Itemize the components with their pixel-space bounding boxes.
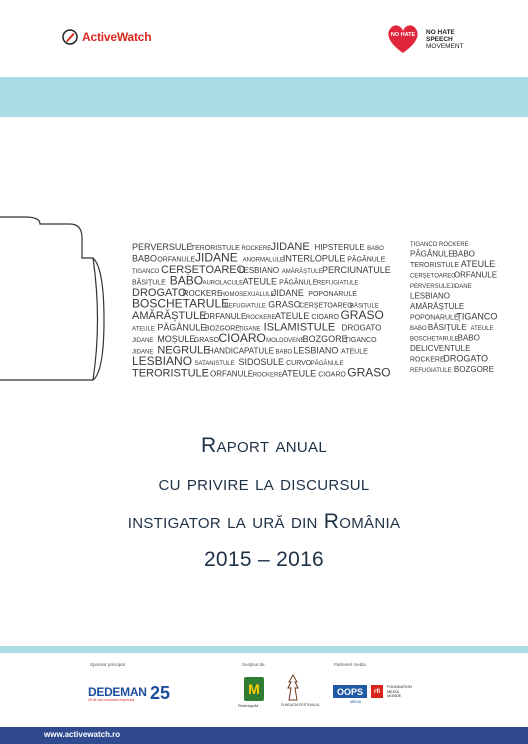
- cloud-word: GRASO: [193, 337, 220, 344]
- nohate-logo: [386, 23, 464, 55]
- title-line-2: cu privire la discursul: [158, 472, 370, 495]
- footer-bar: [0, 727, 528, 744]
- cloud-word: REFUGIATULE: [224, 303, 266, 310]
- footer-url-link[interactable]: www.activewatch.ro: [44, 730, 121, 739]
- cloud-word: ATEULE: [341, 348, 368, 356]
- cloud-word: HIPSTERULE: [314, 243, 365, 252]
- cloud-word: ATEULE: [242, 276, 278, 287]
- cloud-word: BABO: [169, 273, 204, 288]
- cloud-word: DELICVENTULE: [410, 344, 471, 353]
- cloud-word: LESBIANO: [239, 266, 280, 275]
- rfi-logo: rfi: [371, 685, 383, 698]
- title-line-1: Raport anual: [200, 434, 328, 457]
- cloud-word: REFUGIATULE: [410, 368, 452, 374]
- activewatch-pen-icon: [62, 29, 78, 45]
- cloud-word: ROCKERE: [252, 372, 283, 379]
- dedeman-subtitle: 25 de ani construim împreună: [88, 698, 135, 702]
- cloud-word: ROCKERE: [241, 246, 272, 252]
- cloud-word: GRASO: [347, 365, 391, 380]
- cloud-word: MOȘULE: [157, 334, 196, 344]
- cloud-word: JIDANE: [270, 241, 310, 253]
- cloud-word: AMĂRĂȘTULE: [281, 269, 323, 275]
- title-line-4: 2015 – 2016: [203, 548, 325, 571]
- media-monde-logo: [387, 685, 412, 699]
- nohate-line-1: NO HATE: [426, 28, 455, 36]
- dedeman-25-icon: [150, 682, 176, 702]
- cloud-word: BOSCHETARULE: [132, 296, 230, 311]
- cloud-word: NEGRULE: [157, 344, 211, 357]
- cloud-word: ATEULE: [274, 311, 310, 321]
- cloud-word: BOZGORE: [302, 334, 348, 344]
- title-line-3: instigator la ură din România: [127, 510, 401, 533]
- cloud-word: REFUGIATULE: [316, 280, 359, 287]
- cloud-word: BABO: [132, 253, 158, 264]
- cloud-word: BĂSIȚULE: [427, 323, 467, 332]
- cloud-word: TERORISTULE: [190, 245, 240, 252]
- mm-line-2: MEDIA: [387, 689, 400, 694]
- cloud-word: LESBIANO: [293, 345, 339, 356]
- cloud-word: HOMOSEXUALULE: [220, 292, 275, 298]
- cloud-word: CIOARO: [311, 314, 340, 321]
- cloud-word: ȚIGANCO: [344, 337, 377, 344]
- nohate-line-2: SPEECH: [426, 35, 453, 43]
- cloud-word: GRASO: [268, 299, 301, 310]
- cloud-word: ANORMALULE: [242, 257, 285, 264]
- cloud-word: POPONARULE: [410, 314, 459, 322]
- cloud-word: ȚIGANCO: [132, 269, 160, 275]
- cloud-word: PERVERSULE: [132, 242, 193, 252]
- cloud-word: ATEULE: [132, 326, 155, 333]
- foundation-subtitle: FUNDAȚIA FESTIVALUL: [281, 703, 321, 707]
- cloud-word: SIDOSULE: [238, 357, 284, 367]
- cloud-word: ISLAMISTULE: [263, 321, 336, 334]
- cloud-word: ORFANULE: [210, 369, 254, 379]
- cloud-word: LESBIANO: [410, 291, 451, 301]
- cloud-word: JIDANE: [450, 284, 472, 290]
- cloud-word: JIDANE: [132, 349, 154, 356]
- activewatch-name: ActiveWatch: [82, 30, 152, 44]
- cloud-word: BABO: [452, 249, 475, 259]
- cloud-word: JIDANE: [132, 338, 154, 344]
- cloud-word: INTERLOPULE: [282, 253, 346, 264]
- cloud-word: PĂGÂNULE: [347, 256, 386, 264]
- oops-media-logo: OOPS: [333, 685, 367, 698]
- cloud-word: LESBIANO: [132, 354, 193, 368]
- heart-icon: [386, 23, 420, 55]
- cloud-word: JIDANE: [195, 250, 238, 265]
- cloud-word: CERȘETOAREO: [161, 264, 246, 276]
- cloud-word: TERORISTULE: [132, 367, 210, 380]
- nohate-badge-text: NO HATE: [390, 32, 416, 38]
- activewatch-logo: [62, 29, 151, 45]
- cloud-word: ROCKERE: [410, 356, 445, 364]
- cloud-word: CERȘETOAREO: [410, 273, 456, 280]
- cloud-word: ROCKERE: [182, 289, 223, 298]
- cloud-word: ORFANULE: [203, 312, 247, 321]
- bottom-color-band: [0, 646, 528, 653]
- cloud-word: ORFANULE: [157, 256, 196, 264]
- cloud-word: AMĂRĂȘTULE: [132, 310, 207, 322]
- cloud-word: DROGATO: [341, 323, 382, 333]
- nohate-text: [426, 29, 464, 50]
- cloud-word: BOZGORE: [204, 325, 240, 333]
- cloud-word: PĂGÂNULE: [310, 361, 344, 367]
- cloud-word: CIOARO: [318, 371, 346, 379]
- cloud-word: DROGATO: [443, 353, 489, 364]
- cloud-word: PĂGÂNULE: [279, 279, 318, 287]
- cloud-word: ȚIGANE: [238, 326, 261, 333]
- dedeman-name: DEDEMAN: [88, 685, 147, 699]
- cloud-word: DROGATO: [132, 287, 187, 299]
- cloud-word: ȚIGANCO: [456, 311, 498, 322]
- cloud-word: PERCIUNATULE: [321, 265, 391, 275]
- cloud-word: BABO: [410, 326, 427, 332]
- cloud-word: PERVERSULE: [410, 284, 451, 290]
- nohate-line-3: MOVEMENT: [426, 42, 464, 50]
- cloud-word: BOSCHETARULE: [410, 336, 459, 343]
- cloud-word: AMĂRĂȘTULE: [410, 302, 465, 311]
- mm-line-1: FOUNDATION: [387, 685, 412, 689]
- outline-curve: [93, 258, 98, 380]
- left-word-cloud: [132, 241, 391, 380]
- cloud-word: ATEULE: [470, 326, 494, 332]
- cloud-word: PĂGÂNULE: [157, 322, 207, 333]
- cloud-word: HANDICAPATULE: [208, 346, 274, 356]
- cloud-word: ATEULE: [460, 259, 496, 269]
- cloud-word: ORFANULE: [453, 270, 498, 280]
- oops-media-subtitle: MEDIA: [350, 700, 362, 704]
- cloud-word: BĂSIȚULE: [349, 303, 379, 310]
- cloud-word: JIDANE: [271, 288, 304, 298]
- cloud-word: ȚIGANCO: [410, 242, 438, 248]
- media-partners-label: Parteneri media: [334, 662, 366, 667]
- cloud-word: BABO: [275, 349, 293, 356]
- cloud-word: SATANISTULE: [194, 361, 235, 367]
- support-label: Susținut de: [242, 662, 265, 667]
- cloud-word: CERȘETOAREO: [299, 302, 353, 310]
- cloud-word: MOLDOVENE: [266, 338, 305, 344]
- cloud-word: ROCKERE: [245, 315, 276, 321]
- cloud-word: PĂGÂNULE: [410, 249, 454, 259]
- cloud-word: BOZGORE: [453, 365, 494, 374]
- outline-shape: [0, 217, 104, 380]
- right-word-cloud: [410, 242, 497, 374]
- cloud-word: POPONARULE: [308, 291, 357, 298]
- report-title: [0, 427, 528, 579]
- cloud-word: BABO: [367, 246, 384, 252]
- cloud-word: BABO: [457, 333, 480, 343]
- foundation-figure-icon: [286, 674, 300, 702]
- cloud-word: CURVO: [286, 360, 312, 367]
- cloud-word: CIOARO: [218, 331, 266, 345]
- svg-text:25: 25: [149, 683, 170, 702]
- main-sponsor-label: Sponsor principal: [90, 662, 125, 667]
- cloud-word: BĂSIȚULE: [132, 279, 166, 287]
- cloud-word: TERORISTULE: [410, 262, 460, 269]
- mcdonalds-subtitle: RedesignM: [238, 703, 259, 708]
- mcdonalds-logo-icon: M: [244, 677, 264, 701]
- top-color-band: [0, 77, 528, 117]
- cloud-word: ATEULE: [281, 368, 317, 379]
- mm-line-3: MONDE: [387, 694, 402, 698]
- cloud-word: AUROLACULE: [202, 280, 244, 287]
- hate-words-illustration: [0, 210, 528, 390]
- cloud-word: ROCKERE: [439, 242, 469, 248]
- cloud-word: GRASO: [340, 308, 384, 322]
